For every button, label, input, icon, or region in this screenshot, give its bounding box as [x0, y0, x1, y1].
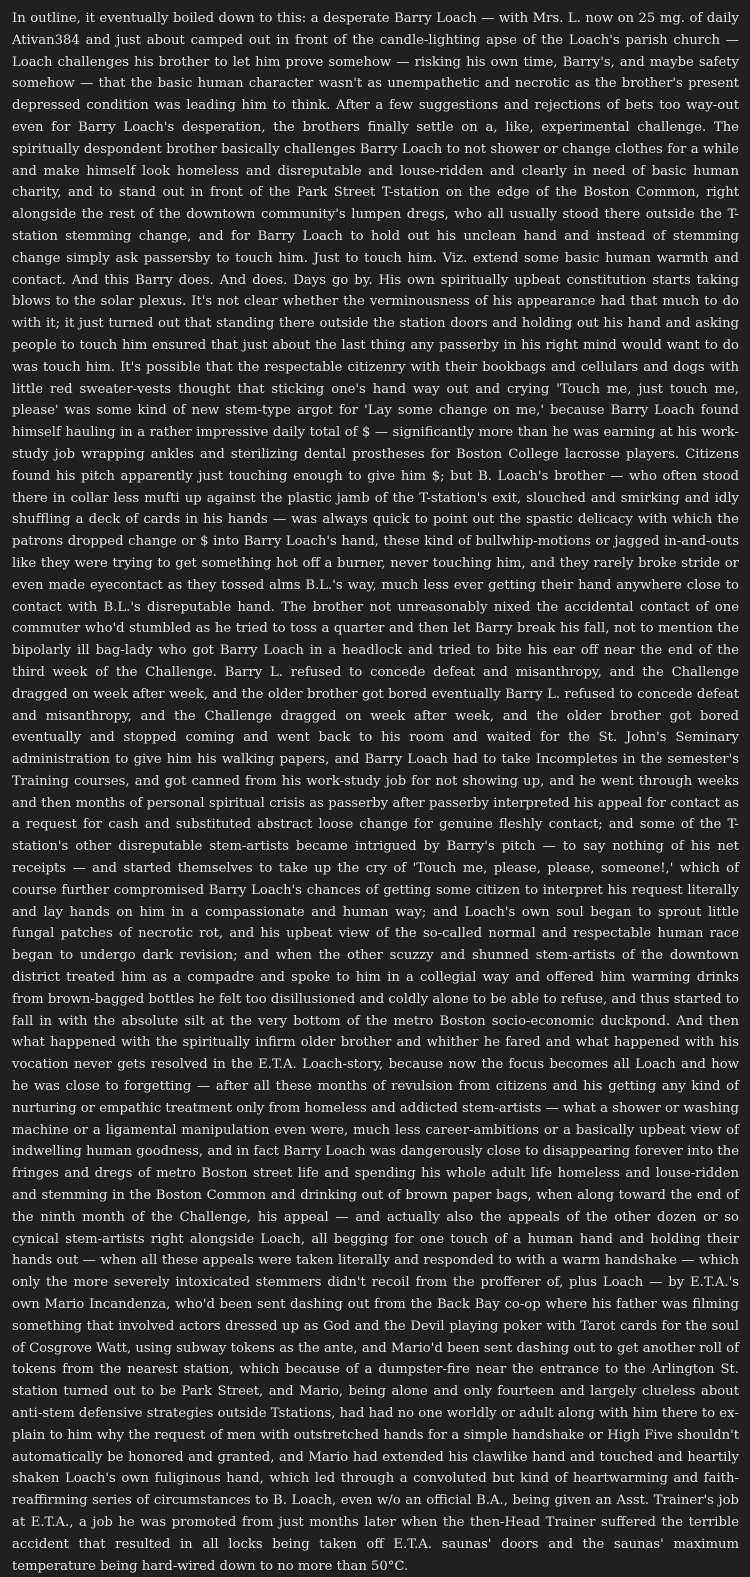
- body-paragraph: In outline, it eventually boiled down to this: a desperate Barry Loach — with Mrs. L. now on 25 mg. of daily Ativan384 and just about camped out in front of the candle-lighting apse of the Loach's parish church — Loach challenges his brother to let him prove somehow — risking his own time, Barry's, and maybe safety somehow — that the basic human character wasn't as unempathetic and necrotic as the brother's present depressed condition was leading him to think. After a few suggestions and rejections of bets too way-out even for Barry Loach's desperation, the brothers finally settle on a, like, experimental challenge. The spiritually despondent brother basically challenges Barry Loach to not shower or change clothes for a while and make himself look homeless and disreputable and louse-ridden and clearly in need of basic human charity, and to stand out in front of the Park Street T-station on the edge of the Boston Common, right alongside the rest of the downtown community's lumpen dregs, who all usually stood there outside the T-station stemming change, and for Barry Loach to hold out his unclean hand and instead of stemming change simply ask passersby to touch him. Just to touch him. Viz. extend some basic human warmth and contact. And this Barry does. And does. Days go by. His own spiritually upbeat constitution starts taking blows to the solar plexus. It's not clear whether the verminousness of his appearance had that much to do with it; it just turned out that standing there outside the station doors and holding out his hand and asking people to touch him ensured that just about the last thing any passerby in his right mind would want to do was touch him. It's possible that the respectable citizenry with their bookbags and cellulars and dogs with little red sweater-vests thought that sticking one's hand way out and crying 'Touch me, just touch me, please' was some kind of new stem-type argot for 'Lay some change on me,' because Barry Loach found himself hauling in a rather impressive daily total of $ — significantly more than he was earning at his work-study job wrapping ankles and sterilizing dental prostheses for Boston College lacrosse players. Citizens found his pitch apparently just touching enough to give him $; but B. Loach's brother — who often stood there in collar less mufti up against the plastic jamb of the T-station's exit, slouched and smirking and idly shuffling a deck of cards in his hands — was always quick to point out the spastic delicacy with which the patrons dropped change or $ into Barry Loach's hand, these kind of bullwhip-motions or jagged in-and-outs like they were trying to get something hot off a burner, never touching him, and they rarely broke stride or even made eyecontact as they tossed alms B.L.'s way, much less ever getting their hand anywhere close to contact with B.L.'s disreputable hand. The brother not unreasonably nixed the accidental contact of one commuter who'd stumbled as he tried to toss a quarter and then let Barry break his fall, not to mention the bipolarly ill bag-lady who got Barry Loach in a headlock and tried to bite his ear off near the end of the third week of the Challenge. Barry L. refused to concede defeat and misanthropy, and the Challenge dragged on week after week, and the older brother got bored eventually Barry L. refused to concede defeat and misanthropy, and the Challenge dragged on week after week, and the older brother got bored eventually and stopped coming and went back to his room and waited for the St. John's Seminary administration to give him his walking papers, and Barry Loach had to take Incompletes in the semester's Training courses, and got canned from his work-study job for not showing up, and he went through weeks and then months of personal spiritual crisis as passerby after passerby interpreted his appeal for contact as a request for cash and substituted abstract loose change for genuine fleshly contact; and some of the T-station's other disreputable stem-artists became intrigued by Barry's pitch — to say nothing of his net receipts — and started themselves to take up the cry of 'Touch me, please, please, someone!,' which of course further compromised Barry Loach's chances of getting some citizen to interpret his request literally and lay hands on him in a compassionate and human way; and Loach's own soul began to sprout little fungal patches of necrotic rot, and his upbeat view of the so-called normal and respectable human race began to undergo dark revision; and when the other scuzzy and shunned stem-artists of the downtown district treated him as a compadre and spoke to him in a collegial way and offered him warming drinks from brown-bagged bottles he felt too disillusioned and coldly alone to be able to refuse, and thus started to fall in with the absolute silt at the very bottom of the metro Boston socio-economic duckpond. And then what happened with the spiritually infirm older brother and whither he fared and what happened with his vocation never gets resolved in the E.T.A. Loach-story, because now the focus becomes all Loach and how he was close to forgetting — after all these months of revulsion from citizens and his getting any kind of nurturing or empathic treatment only from homeless and addicted stem-artists — what a shower or washing machine or a ligamental manipulation even were, much less career-ambitions or a basically upbeat view of indwelling human goodness, and in fact Barry Loach was dangerously close to disappearing forever into the fringes and dregs of metro Boston street life and spending his whole adult life homeless and louse-ridden and stemming in the Boston Common and drinking out of brown paper bags, when along toward the end of the ninth month of the Challenge, his appeal — and actually also the appeals of the other dozen or so cynical stem-artists right alongside Loach, all begging for one touch of a human hand and holding their hands out — when all these appeals were taken literally and responded to with a warm handshake — which only the more severely intoxicated stemmers didn't recoil from the profferer of, plus Loach — by E.T.A.'s own Mario Incandenza, who'd been sent dashing out from the Back Bay co-op where his father was filming something that involved actors dressed up as God and the Devil playing poker with Tarot cards for the soul of Cosgrove Watt, using subway tokens as the ante, and Mario'd been sent dashing out to get another roll of tokens from the nearest station, which because of a dumpster-fire near the entrance to the Arlington St. station turned out to be Park Street, and Mario, being alone and only fourteen and largely clueless about anti-stem defensive strategies outside Tstations, had had no one worldly or adult along with him there to explain to him why the request of men with outstretched hands for a simple handshake or High Five shouldn't automatically be honored and granted, and Mario had extended his clawlike hand and touched and heartily shaken Loach's own fuliginous hand, which led through a convoluted but kind of heartwarming and faith-reaffirming series of circumstances to B. Loach, even w/o an official B.A., being given an Asst. Trainer's job at E.T.A., a job he was promoted from just months later when the then-Head Trainer suffered the terrible accident that resulted in all locks being taken off E.T.A. saunas' doors and the saunas' maximum temperature being hard-wired down to no more than 50°C.: [12, 11, 739, 1574]
